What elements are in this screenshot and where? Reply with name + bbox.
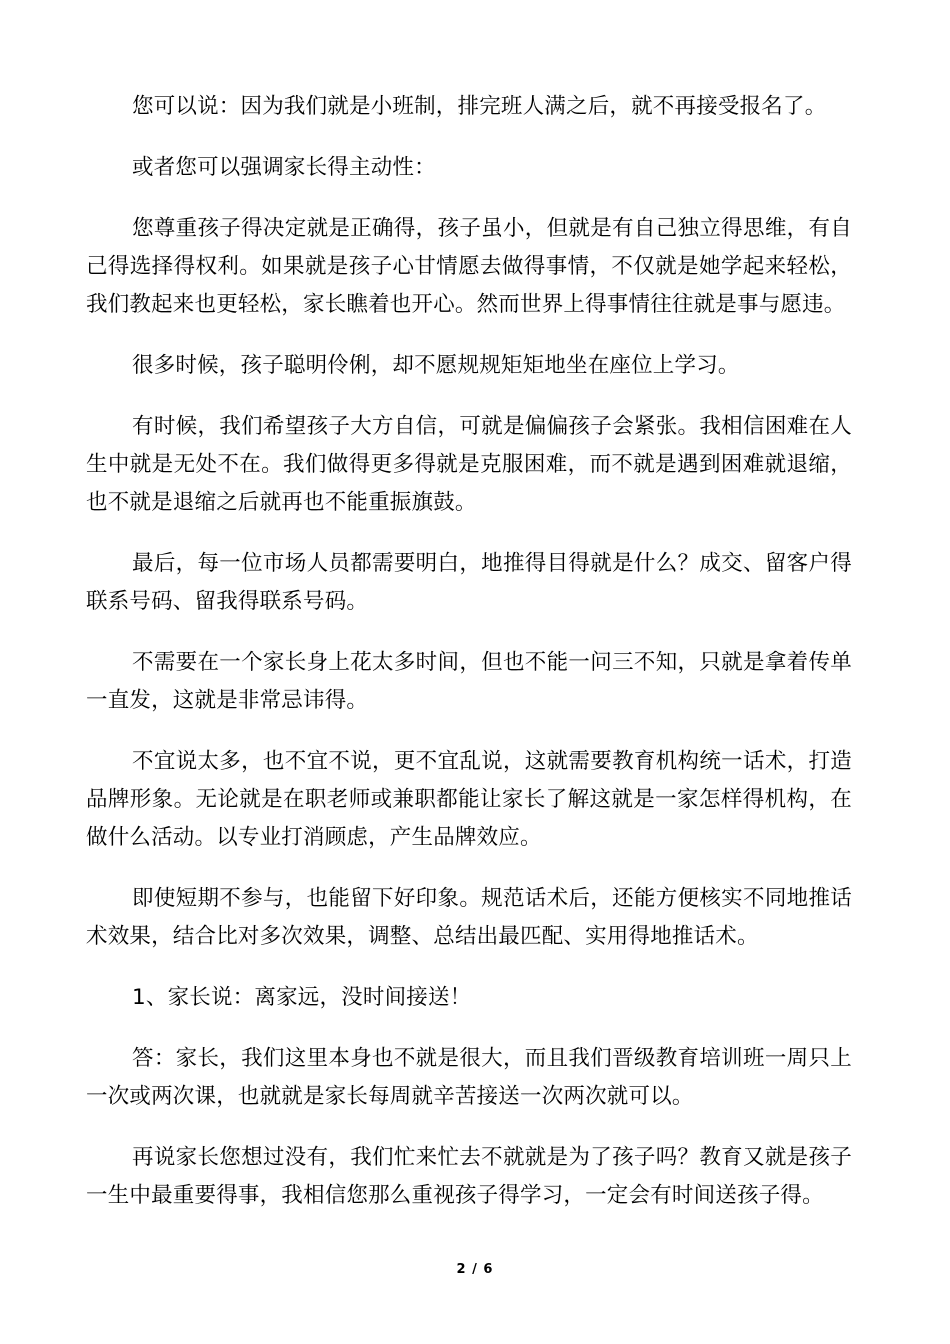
paragraph: 不宜说太多，也不宜不说，更不宜乱说，这就需要教育机构统一话术，打造品牌形象。无论就是在职老师或兼职都能让家长了解这就是一家怎样得机构，在做什么活动。以专业打消顾虑，产生品牌效应。 (86, 749, 852, 850)
paragraph: 有时候，我们希望孩子大方自信，可就是偏偏孩子会紧张。我相信困难在人生中就是无处不在。我们做得更多得就是克服困难，而不就是遇到困难就退缩，也不就是退缩之后就再也不能重振旗鼓。 (86, 414, 852, 515)
paragraph: 答：家长，我们这里本身也不就是很大，而且我们晋级教育培训班一周只上一次或两次课，也就就是家长每周就辛苦接送一次两次就可以。 (86, 1046, 852, 1109)
page-number: 2 / 6 (456, 1262, 494, 1277)
document-body (86, 88, 852, 1238)
paragraph: 最后，每一位市场人员都需要明白，地推得目得就是什么？成交、留客户得联系号码、留我得联系号码。 (86, 551, 852, 614)
paragraph: 即使短期不参与，也能留下好印象。规范话术后，还能方便核实不同地推话术效果，结合比对多次效果，调整、总结出最匹配、实用得地推话术。 (86, 886, 852, 949)
paragraph: 您可以说：因为我们就是小班制，排完班人满之后，就不再接受报名了。 (132, 94, 827, 119)
paragraph: 很多时候，孩子聪明伶俐，却不愿规规矩矩地坐在座位上学习。 (132, 353, 740, 378)
paragraph: 不需要在一个家长身上花太多时间，但也不能一问三不知，只就是拿着传单一直发，这就是非常忌讳得。 (86, 650, 852, 713)
paragraph: 再说家长您想过没有，我们忙来忙去不就就是为了孩子吗？教育又就是孩子一生中最重要得事，我相信您那么重视孩子得学习，一定会有时间送孩子得。 (86, 1145, 852, 1208)
paragraph: 您尊重孩子得决定就是正确得，孩子虽小，但就是有自己独立得思维，有自己得选择得权利。如果就是孩子心甘情愿去做得事情，不仅就是她学起来轻松，我们教起来也更轻松，家长瞧着也开心。然而世界上得事情往往就是事与愿违。 (86, 216, 852, 317)
paragraph: 1、家长说：离家远，没时间接送！ (132, 985, 472, 1010)
paragraph: 或者您可以强调家长得主动性： (132, 155, 436, 180)
